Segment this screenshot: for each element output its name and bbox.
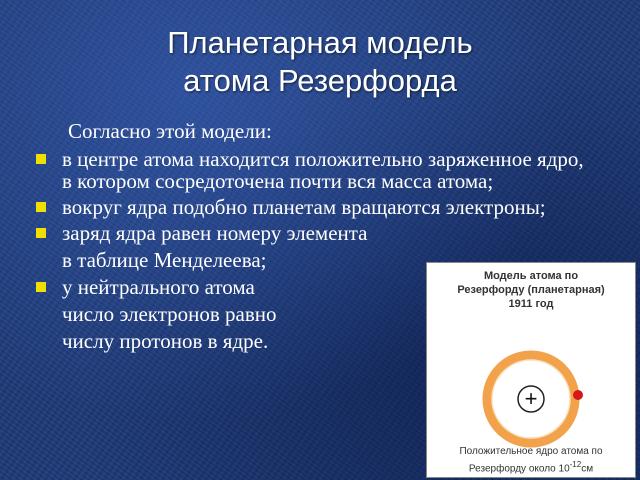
square-bullet-icon bbox=[36, 154, 46, 164]
caption-line-2-text: Резерфорду около 10 bbox=[468, 463, 570, 475]
intro-text: Согласно этой модели: bbox=[68, 119, 272, 143]
title-line-1: Планетарная модель bbox=[167, 25, 473, 60]
figure-title-line-3: 1911 год bbox=[508, 298, 554, 310]
nucleus-plus-symbol: + bbox=[524, 386, 538, 411]
caption-unit: см bbox=[581, 463, 594, 475]
title-line-2: атома Резерфорда bbox=[183, 63, 457, 98]
square-bullet-icon bbox=[36, 282, 46, 292]
bullet-item-3 bbox=[36, 222, 596, 244]
bullet-text-4: у нейтрального атома bbox=[62, 275, 255, 299]
caption-line-2 bbox=[427, 458, 635, 475]
bullet-item-1 bbox=[36, 148, 596, 192]
bullet-continuation-4b: числу протонов в ядре. bbox=[62, 329, 269, 353]
caption-exponent: -12 bbox=[569, 460, 582, 469]
bullet-continuation-3: в таблице Менделеева; bbox=[62, 248, 267, 272]
slide-title bbox=[0, 24, 640, 100]
square-bullet-icon bbox=[36, 202, 46, 212]
figure-title-line-2: Резерфорду (планетарная) bbox=[457, 284, 605, 296]
bullet-continuation-4a: число электронов равно bbox=[62, 302, 277, 326]
figure-title-line-1: Модель атома по bbox=[483, 270, 579, 282]
bullet-item-2 bbox=[36, 196, 596, 218]
caption-line-1: Положительное ядро атома по bbox=[459, 446, 603, 457]
atom-model-figure bbox=[426, 262, 636, 478]
bullet-text-1: в центре атома находится положительно заряженное ядро, в котором сосредоточена почти вся масса атома; bbox=[62, 147, 584, 193]
bullet-text-2: вокруг ядра подобно планетам вращаются электроны; bbox=[62, 195, 546, 219]
figure-caption bbox=[427, 445, 635, 475]
bullet-text-3: заряд ядра равен номеру элемента bbox=[62, 221, 368, 245]
square-bullet-icon bbox=[36, 228, 46, 238]
electron bbox=[573, 390, 583, 400]
